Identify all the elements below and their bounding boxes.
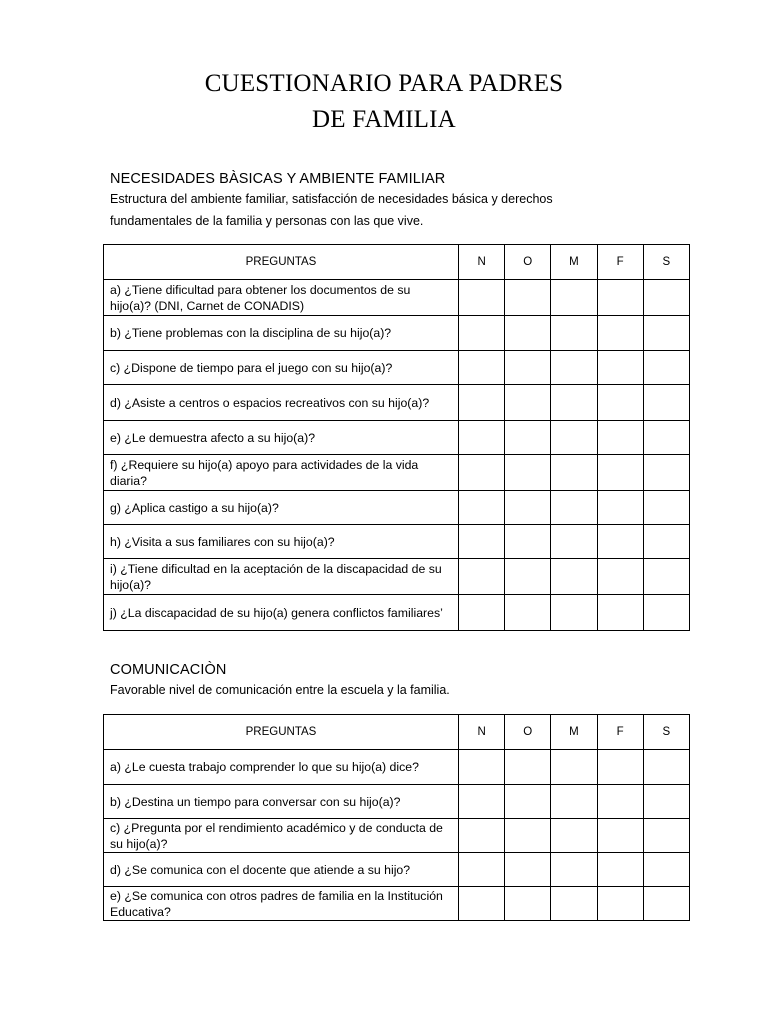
answer-cell-s[interactable] <box>643 421 689 455</box>
answer-cell-m[interactable] <box>551 525 597 559</box>
answer-cell-s[interactable] <box>643 750 689 785</box>
questions-table-necesidades <box>103 244 690 631</box>
answer-cell-f[interactable] <box>597 853 643 887</box>
description-line: Favorable nivel de comunicación entre la escuela y la familia. <box>110 683 450 697</box>
column-header-s: S <box>643 245 689 280</box>
question-text: c) ¿Pregunta por el rendimiento académico y de conducta de su hijo(a)? <box>104 819 459 853</box>
answer-cell-m[interactable] <box>551 595 597 631</box>
table-row <box>104 819 690 853</box>
answer-cell-f[interactable] <box>597 280 643 316</box>
answer-cell-n[interactable] <box>459 316 505 351</box>
answer-cell-n[interactable] <box>459 819 505 853</box>
column-header-s: S <box>643 715 689 750</box>
question-text: a) ¿Le cuesta trabajo comprender lo que su hijo(a) dice? <box>104 750 459 785</box>
answer-cell-n[interactable] <box>459 750 505 785</box>
question-text: a) ¿Tiene dificultad para obtener los documentos de su hijo(a)? (DNI, Carnet de CONADIS) <box>104 280 459 316</box>
answer-cell-m[interactable] <box>551 853 597 887</box>
answer-cell-m[interactable] <box>551 491 597 525</box>
answer-cell-m[interactable] <box>551 559 597 595</box>
column-header-o: O <box>505 715 551 750</box>
answer-cell-o[interactable] <box>505 491 551 525</box>
answer-cell-o[interactable] <box>505 819 551 853</box>
answer-cell-n[interactable] <box>459 525 505 559</box>
answer-cell-f[interactable] <box>597 455 643 491</box>
answer-cell-m[interactable] <box>551 385 597 421</box>
column-header-f: F <box>597 245 643 280</box>
answer-cell-f[interactable] <box>597 316 643 351</box>
answer-cell-o[interactable] <box>505 853 551 887</box>
section-description-comunicacion <box>110 679 670 701</box>
answer-cell-s[interactable] <box>643 595 689 631</box>
questions-table-comunicacion <box>103 714 690 921</box>
question-text: f) ¿Requiere su hijo(a) apoyo para actividades de la vida diaria? <box>104 455 459 491</box>
answer-cell-n[interactable] <box>459 455 505 491</box>
question-text: b) ¿Tiene problemas con la disciplina de su hijo(a)? <box>104 316 459 351</box>
question-text: j) ¿La discapacidad de su hijo(a) genera conflictos familiares’ <box>104 595 459 631</box>
section-heading-comunicacion: COMUNICACIÒN <box>110 662 227 678</box>
table-row <box>104 750 690 785</box>
table-row <box>104 595 690 631</box>
answer-cell-s[interactable] <box>643 887 689 921</box>
answer-cell-f[interactable] <box>597 351 643 385</box>
section-description-necesidades <box>110 188 670 232</box>
answer-cell-o[interactable] <box>505 595 551 631</box>
answer-cell-o[interactable] <box>505 887 551 921</box>
table-row <box>104 559 690 595</box>
answer-cell-f[interactable] <box>597 595 643 631</box>
answer-cell-n[interactable] <box>459 887 505 921</box>
answer-cell-m[interactable] <box>551 351 597 385</box>
answer-cell-s[interactable] <box>643 385 689 421</box>
answer-cell-o[interactable] <box>505 385 551 421</box>
column-header-preguntas: PREGUNTAS <box>104 715 459 750</box>
answer-cell-f[interactable] <box>597 491 643 525</box>
answer-cell-f[interactable] <box>597 385 643 421</box>
answer-cell-n[interactable] <box>459 351 505 385</box>
answer-cell-f[interactable] <box>597 421 643 455</box>
answer-cell-m[interactable] <box>551 280 597 316</box>
answer-cell-f[interactable] <box>597 525 643 559</box>
answer-cell-s[interactable] <box>643 316 689 351</box>
question-text: g) ¿Aplica castigo a su hijo(a)? <box>104 491 459 525</box>
answer-cell-m[interactable] <box>551 455 597 491</box>
column-header-m: M <box>551 715 597 750</box>
section-heading-necesidades: NECESIDADES BÀSICAS Y AMBIENTE FAMILIAR <box>110 171 446 187</box>
answer-cell-o[interactable] <box>505 421 551 455</box>
answer-cell-m[interactable] <box>551 750 597 785</box>
answer-cell-o[interactable] <box>505 280 551 316</box>
table-header-row <box>104 245 690 280</box>
question-text: b) ¿Destina un tiempo para conversar con su hijo(a)? <box>104 785 459 819</box>
answer-cell-o[interactable] <box>505 316 551 351</box>
question-text: c) ¿Dispone de tiempo para el juego con su hijo(a)? <box>104 351 459 385</box>
table-header-row <box>104 715 690 750</box>
column-header-n: N <box>459 715 505 750</box>
answer-cell-s[interactable] <box>643 455 689 491</box>
answer-cell-n[interactable] <box>459 385 505 421</box>
answer-cell-f[interactable] <box>597 559 643 595</box>
question-text: i) ¿Tiene dificultad en la aceptación de la discapacidad de su hijo(a)? <box>104 559 459 595</box>
answer-cell-s[interactable] <box>643 351 689 385</box>
column-header-n: N <box>459 245 505 280</box>
answer-cell-m[interactable] <box>551 887 597 921</box>
answer-cell-s[interactable] <box>643 280 689 316</box>
question-text: h) ¿Visita a sus familiares con su hijo(a)? <box>104 525 459 559</box>
answer-cell-s[interactable] <box>643 525 689 559</box>
column-header-o: O <box>505 245 551 280</box>
column-header-preguntas: PREGUNTAS <box>104 245 459 280</box>
answer-cell-f[interactable] <box>597 819 643 853</box>
answer-cell-f[interactable] <box>597 887 643 921</box>
answer-cell-n[interactable] <box>459 491 505 525</box>
answer-cell-n[interactable] <box>459 853 505 887</box>
answer-cell-o[interactable] <box>505 785 551 819</box>
answer-cell-s[interactable] <box>643 785 689 819</box>
title-line-2: DE FAMILIA <box>312 106 456 133</box>
description-line: Estructura del ambiente familiar, satisfacción de necesidades básica y derechos <box>110 192 553 206</box>
answer-cell-o[interactable] <box>505 455 551 491</box>
answer-cell-o[interactable] <box>505 351 551 385</box>
answer-cell-n[interactable] <box>459 785 505 819</box>
question-text: d) ¿Se comunica con el docente que atiende a su hijo? <box>104 853 459 887</box>
answer-cell-s[interactable] <box>643 819 689 853</box>
answer-cell-f[interactable] <box>597 785 643 819</box>
table-row <box>104 853 690 887</box>
column-header-m: M <box>551 245 597 280</box>
answer-cell-s[interactable] <box>643 559 689 595</box>
table-row <box>104 280 690 316</box>
answer-cell-n[interactable] <box>459 421 505 455</box>
answer-cell-s[interactable] <box>643 853 689 887</box>
answer-cell-m[interactable] <box>551 785 597 819</box>
question-text: d) ¿Asiste a centros o espacios recreativos con su hijo(a)? <box>104 385 459 421</box>
answer-cell-o[interactable] <box>505 750 551 785</box>
table-row <box>104 887 690 921</box>
table-row <box>104 421 690 455</box>
title-line-1: CUESTIONARIO PARA PADRES <box>204 70 564 97</box>
table-row <box>104 491 690 525</box>
question-text: e) ¿Se comunica con otros padres de familia en la Institución Educativa? <box>104 887 459 921</box>
description-line: fundamentales de la familia y personas con las que vive. <box>110 214 424 228</box>
answer-cell-n[interactable] <box>459 595 505 631</box>
answer-cell-n[interactable] <box>459 280 505 316</box>
column-header-f: F <box>597 715 643 750</box>
table-row <box>104 351 690 385</box>
table-row <box>104 455 690 491</box>
table-row <box>104 525 690 559</box>
answer-cell-o[interactable] <box>505 559 551 595</box>
answer-cell-f[interactable] <box>597 750 643 785</box>
answer-cell-m[interactable] <box>551 316 597 351</box>
answer-cell-s[interactable] <box>643 491 689 525</box>
answer-cell-o[interactable] <box>505 525 551 559</box>
document-title <box>0 66 768 138</box>
question-text: e) ¿Le demuestra afecto a su hijo(a)? <box>104 421 459 455</box>
table-row <box>104 785 690 819</box>
answer-cell-m[interactable] <box>551 819 597 853</box>
table-row <box>104 385 690 421</box>
table-row <box>104 316 690 351</box>
answer-cell-n[interactable] <box>459 559 505 595</box>
answer-cell-m[interactable] <box>551 421 597 455</box>
